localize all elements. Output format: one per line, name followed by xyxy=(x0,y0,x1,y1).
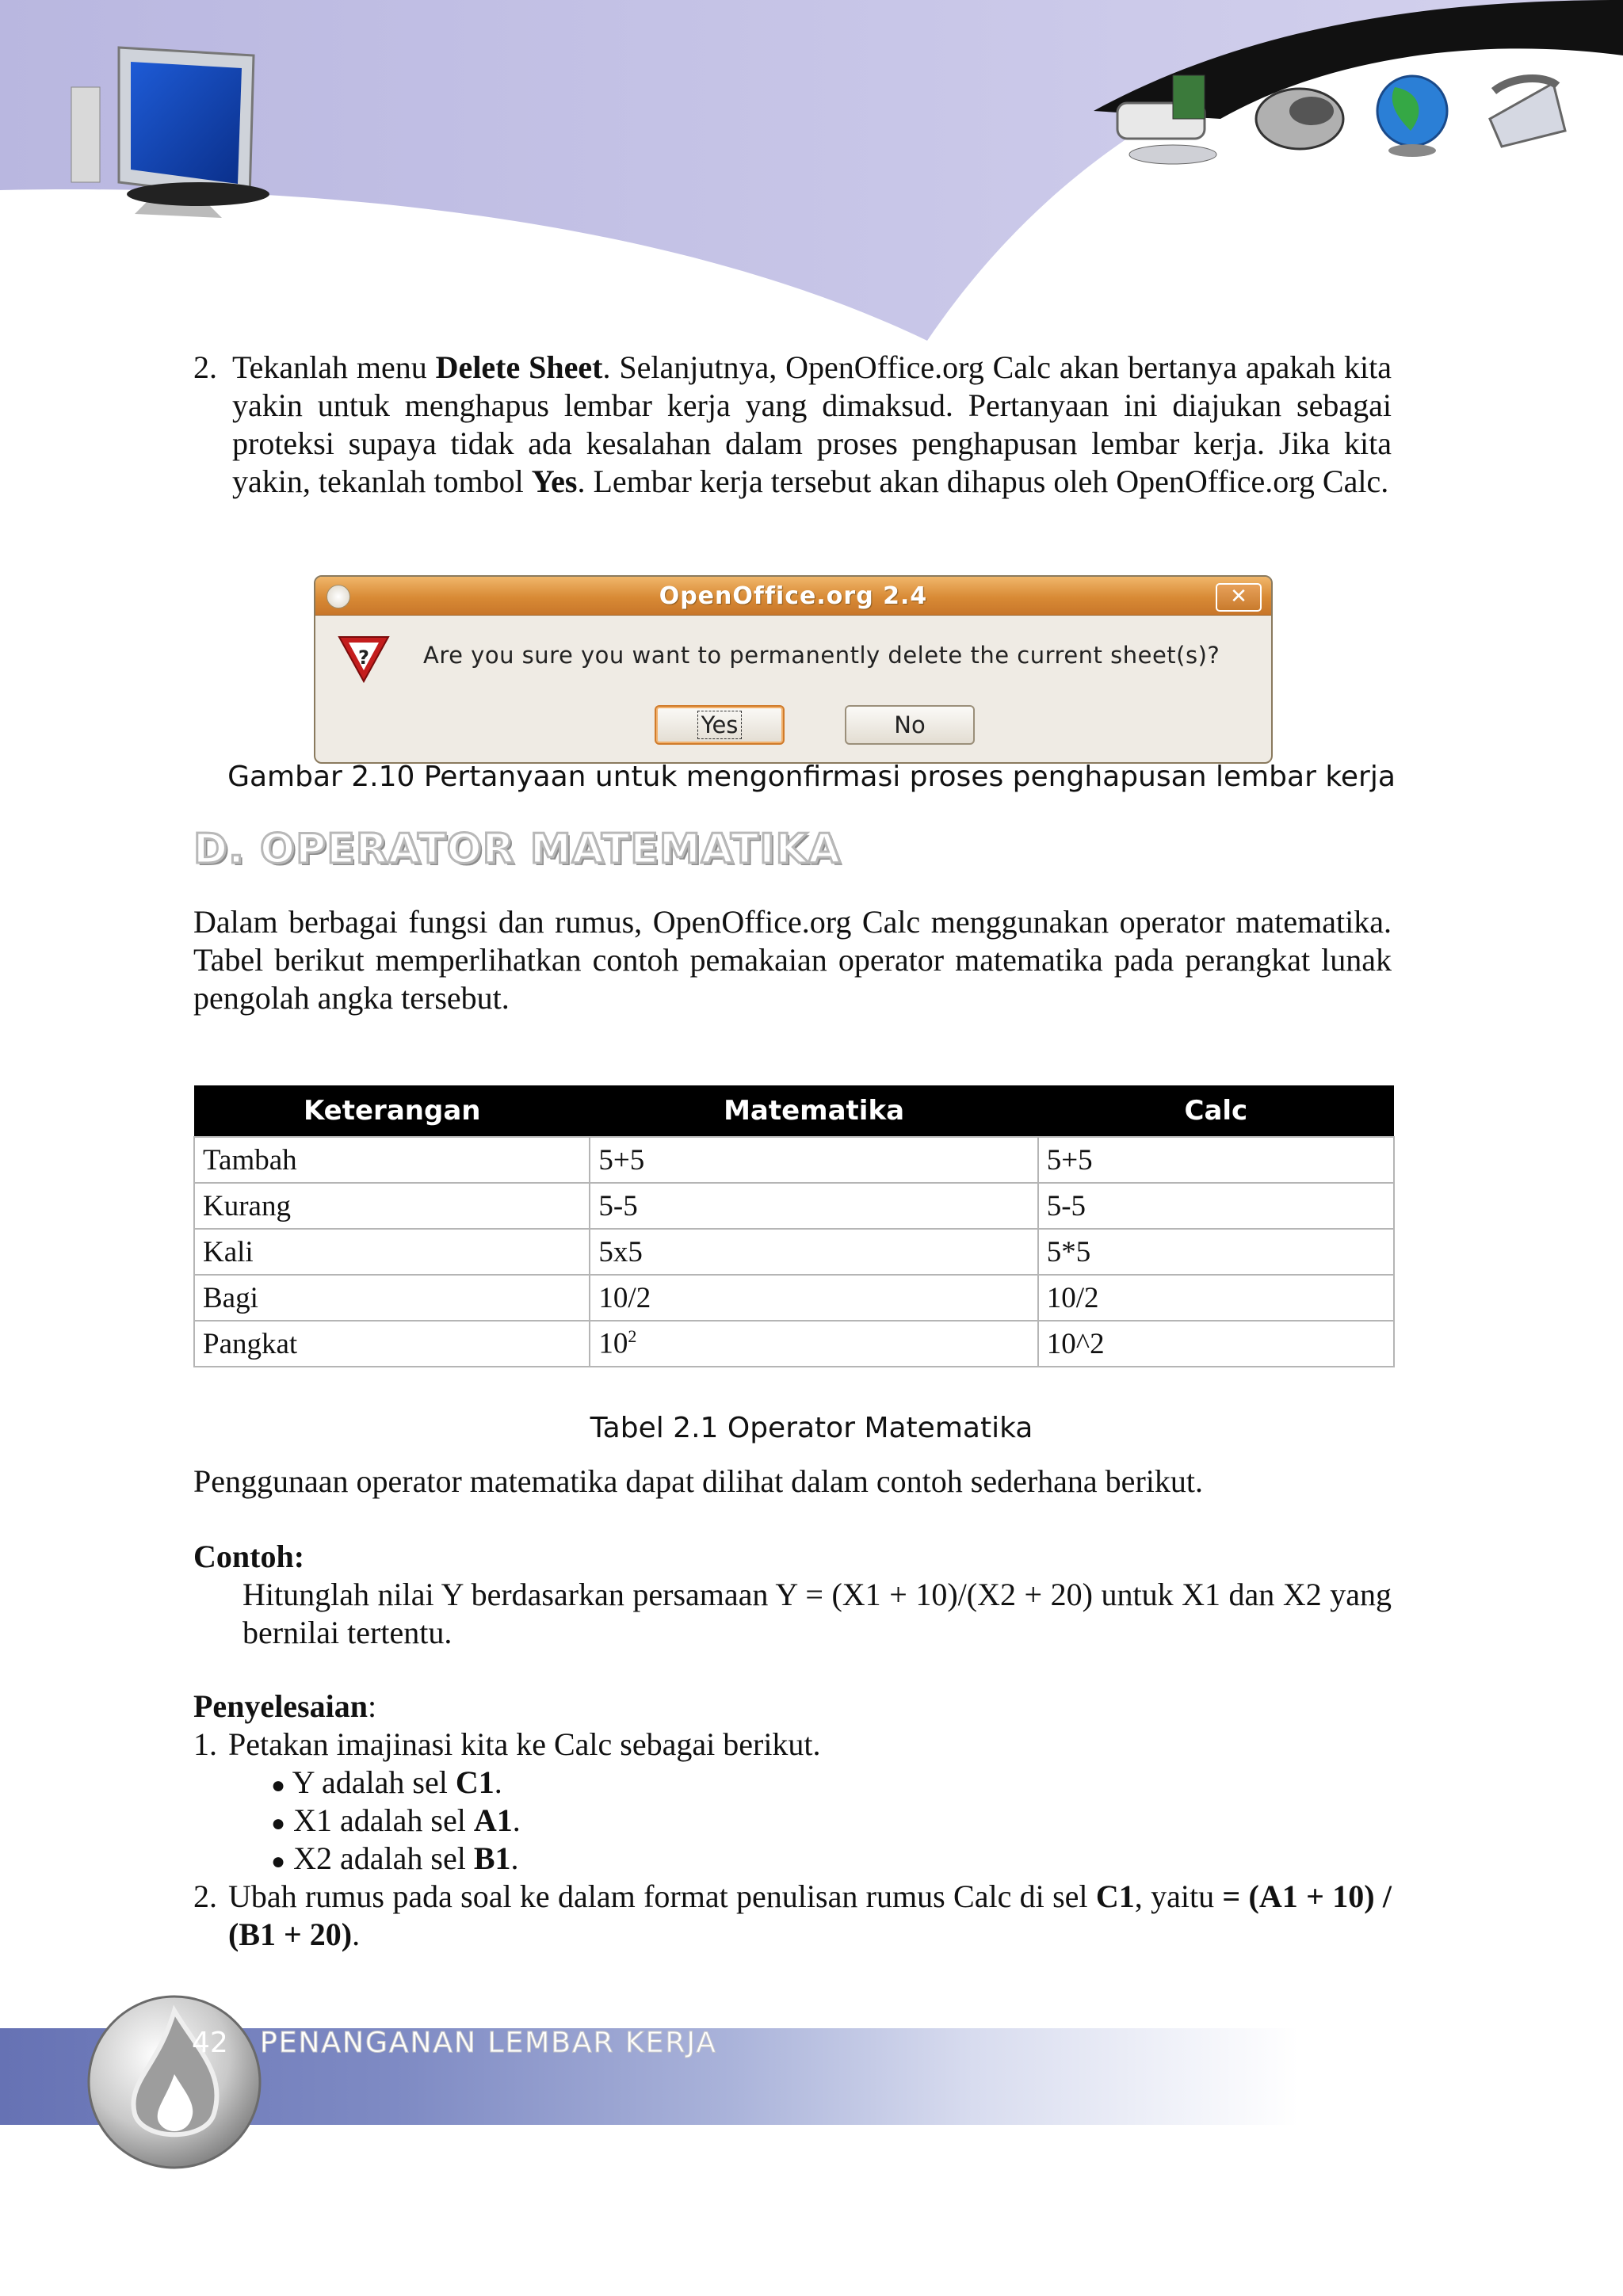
cell-calc: 5-5 xyxy=(1038,1183,1394,1229)
warning-icon xyxy=(336,632,391,685)
step-text: . Lembar kerja tersebut akan dihapus oleh OpenOffice.org Calc. xyxy=(577,463,1389,499)
phone-icon xyxy=(1490,78,1565,147)
bullet-text: X2 adalah sel xyxy=(293,1840,474,1876)
close-button[interactable]: ✕ xyxy=(1216,583,1262,612)
cell-ref: B1 xyxy=(473,1840,511,1876)
step-text: , yaitu xyxy=(1134,1878,1223,1914)
solution-label-text: Penyelesaian xyxy=(193,1688,368,1724)
column-header-calc: Calc xyxy=(1038,1085,1394,1137)
bullet-item xyxy=(271,1840,1381,1881)
cell-keterangan: Pangkat xyxy=(194,1321,590,1367)
cell-matematika: 10/2 xyxy=(590,1275,1037,1321)
cell-matematika: 5-5 xyxy=(590,1183,1037,1229)
cell-ref: A1 xyxy=(473,1802,513,1838)
cell-calc: 10/2 xyxy=(1038,1275,1394,1321)
column-header-matematika: Matematika xyxy=(590,1085,1037,1137)
cell-ref: C1 xyxy=(1095,1878,1135,1914)
yes-button[interactable] xyxy=(655,705,785,745)
usage-sentence: Penggunaan operator matematika dapat dilihat dalam contoh sederhana berikut. xyxy=(193,1463,1203,1499)
step-number: 1. xyxy=(193,1726,217,1762)
table-row xyxy=(194,1183,1394,1229)
page-number: 42 xyxy=(192,2027,228,2059)
yes-button-label: Yes xyxy=(697,711,743,739)
cell-matematika: 5+5 xyxy=(590,1137,1037,1183)
step-text: Tekanlah menu xyxy=(232,349,436,385)
cell-keterangan: Bagi xyxy=(194,1275,590,1321)
step-number: 2. xyxy=(193,349,217,385)
cell-calc: 10^2 xyxy=(1038,1321,1394,1367)
running-title: PENANGANAN LEMBAR KERJA xyxy=(260,2027,718,2059)
cell-ref: C1 xyxy=(455,1764,495,1800)
bullet-text: Y adalah sel xyxy=(292,1764,456,1800)
mouse-icon xyxy=(1256,89,1343,149)
cd-flame-icon xyxy=(79,1987,269,2177)
cell-matematika xyxy=(590,1321,1037,1367)
bullet-item xyxy=(271,1802,1381,1843)
solution-label xyxy=(193,1688,1392,1726)
table-row xyxy=(194,1137,1394,1183)
step-text: Ubah rumus pada soal ke dalam format penulisan rumus Calc di sel xyxy=(228,1878,1096,1914)
dialog-titlebar[interactable] xyxy=(315,577,1271,616)
bullet-icon: ● xyxy=(271,1810,286,1836)
table-row xyxy=(194,1275,1394,1321)
bullet-end: . xyxy=(510,1840,519,1876)
step-1-text: Petakan imajinasi kita ke Calc sebagai berikut. xyxy=(228,1726,821,1762)
intro-paragraph: Dalam berbagai fungsi dan rumus, OpenOffice.org Calc menggunakan operator matematika. Tabel berikut memperlihatkan contoh pemakaian operator matematika pada perangkat lunak pengolah angka tersebut. xyxy=(193,904,1392,1016)
solution-colon: : xyxy=(367,1688,377,1724)
example-label-text: Contoh: xyxy=(193,1539,305,1574)
bullet-icon: ● xyxy=(271,1772,286,1798)
globe-icon xyxy=(1377,76,1447,157)
button-name-yes: Yes xyxy=(531,463,578,499)
step-text: . xyxy=(352,1917,361,1952)
step-2-body xyxy=(232,349,1392,501)
cell-keterangan: Kurang xyxy=(194,1183,590,1229)
bullet-end: . xyxy=(512,1802,521,1838)
dialog-title: OpenOffice.org 2.4 xyxy=(659,582,928,610)
table-row xyxy=(194,1229,1394,1275)
section-heading: D. OPERATOR MATEMATIKA xyxy=(193,826,842,873)
menu-name-delete-sheet: Delete Sheet xyxy=(435,349,603,385)
figure-caption: Gambar 2.10 Pertanyaan untuk mengonfirmasi proses penghapusan lembar kerja xyxy=(227,761,1396,793)
confirm-delete-dialog xyxy=(314,575,1273,764)
cell-calc: 5*5 xyxy=(1038,1229,1394,1275)
example-label xyxy=(193,1538,1392,1576)
bullet-item xyxy=(271,1764,1381,1805)
table-row xyxy=(194,1321,1394,1367)
header-decoration xyxy=(0,0,1623,349)
power-base: 10 xyxy=(598,1327,628,1360)
step-text: . Selanjutnya, OpenOffice.org Calc akan bertanya apakah kita yakin untuk menghapus lembar kerja yang dimaksud. Pertanyaan ini diajukan sebagai proteksi supaya tidak ada kesalahan dalam proses penghapusan lembar kerja. Jika kita yakin, tekanlah tombol xyxy=(232,349,1392,499)
cell-calc: 5+5 xyxy=(1038,1137,1394,1183)
table-caption: Tabel 2.1 Operator Matematika xyxy=(590,1412,1033,1444)
table-header-row xyxy=(194,1085,1394,1137)
power-exponent: 2 xyxy=(628,1326,637,1347)
svg-text:?: ? xyxy=(358,646,369,669)
no-button[interactable]: No xyxy=(845,705,975,745)
cell-keterangan: Tambah xyxy=(194,1137,590,1183)
dialog-message: Are you sure you want to permanently delete the current sheet(s)? xyxy=(423,642,1220,669)
cell-keterangan: Kali xyxy=(194,1229,590,1275)
bullet-icon: ● xyxy=(271,1848,286,1875)
bullet-text: X1 adalah sel xyxy=(293,1802,474,1838)
bullet-end: . xyxy=(494,1764,502,1800)
cell-matematika: 5x5 xyxy=(590,1229,1037,1275)
example-text: Hitunglah nilai Y berdasarkan persamaan Y = (X1 + 10)/(X2 + 20) untuk X1 dan X2 yang bernilai tertentu. xyxy=(242,1577,1392,1650)
operator-table xyxy=(193,1085,1395,1367)
formula: = (A1 + 10) / (B1 + 20) xyxy=(228,1878,1392,1952)
step-number: 2. xyxy=(193,1878,217,1914)
step-2-text xyxy=(228,1878,1392,1954)
column-header-keterangan: Keterangan xyxy=(194,1085,590,1137)
